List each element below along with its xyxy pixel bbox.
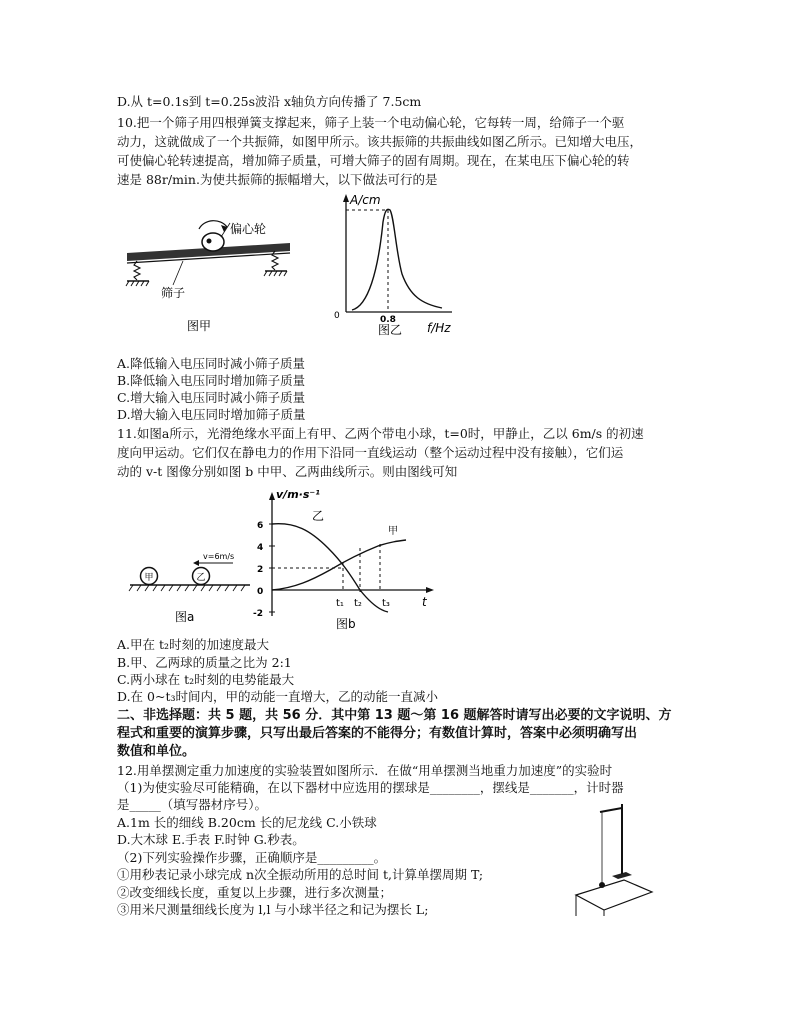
q12-line-9: ③用米尺测量细线长度为 l,l 与小球半径之和记为摆长 L; bbox=[117, 902, 429, 917]
balls-diagram bbox=[125, 545, 255, 630]
velocity-label: v=6m/s bbox=[203, 552, 235, 561]
section2-line-2: 程式和重要的演算步骤，只写出最后答案的不能得分；有数值计算时，答案中必须明确写出 bbox=[117, 726, 638, 741]
figure-vt-graph bbox=[250, 488, 450, 633]
figure-b-caption: 图乙 bbox=[378, 323, 403, 337]
q10-stem-line-1: 10.把一个筛子用四根弹簧支撑起来，筛子上装一个电动偏心轮，它每转一周，给筛子一个驱 bbox=[117, 115, 625, 130]
vt-ytick-4: 4 bbox=[257, 543, 264, 553]
vt-xtick-t3: t₃ bbox=[382, 598, 390, 609]
section2-line-1: 二、非选择题：共 5 题，共 56 分．其中第 13 题～第 16 题解答时请写出必要的文字说明、方 bbox=[117, 708, 672, 723]
q11-option-b: B.甲、乙两球的质量之比为 2:1 bbox=[117, 655, 292, 670]
ball-yi-label: 乙 bbox=[196, 573, 206, 583]
peak-tick-label: 0.8 bbox=[380, 315, 396, 325]
q12-line-6: （2)下列实验操作步骤，正确顺序是_________。 bbox=[117, 850, 387, 865]
q12-line-2: （1)为使实验尽可能精确，在以下器材中应选用的摆球是________，摆线是_______，计时器 bbox=[117, 780, 624, 795]
vt-x-axis-label: t bbox=[422, 595, 427, 609]
vt-ytick-6: 6 bbox=[257, 521, 264, 531]
vt-ytick-0: 0 bbox=[257, 587, 264, 597]
q10-option-d: D.增大输入电压同时增加筛子质量 bbox=[117, 407, 306, 422]
q11-option-c: C.两小球在 t₂时刻的电势能最大 bbox=[117, 672, 295, 687]
q12-line-7: ①用秒表记录小球完成 n次全振动所用的总时间 t,计算单摆周期 T; bbox=[117, 867, 484, 882]
eccentric-wheel-icon bbox=[202, 233, 224, 251]
table-surface bbox=[576, 880, 652, 910]
sieve-diagram bbox=[125, 205, 300, 340]
q10-option-b: B.降低输入电压同时增加筛子质量 bbox=[117, 373, 306, 388]
q11-option-d: D.在 0~t₃时间内，甲的动能一直增大，乙的动能一直减小 bbox=[117, 689, 438, 704]
sieve-label: 筛子 bbox=[161, 286, 186, 300]
wheel-label: 偏心轮 bbox=[230, 222, 267, 236]
figure-b-caption-q11: 图b bbox=[336, 617, 356, 631]
clamp-arm bbox=[600, 808, 622, 812]
vt-xtick-t2: t₂ bbox=[354, 598, 362, 609]
vt-ytick-2: 2 bbox=[257, 565, 264, 575]
figure-two-balls bbox=[125, 545, 255, 630]
q12-line-5: D.大木球 E.手表 F.时钟 G.秒表。 bbox=[117, 832, 305, 847]
vt-chart bbox=[250, 488, 450, 633]
figure-pendulum bbox=[574, 800, 654, 918]
q11-stem-line-2: 度向甲运动。它们仅在静电力的作用下沿同一直线运动（整个运动过程中没有接触），它们运 bbox=[117, 445, 624, 460]
pendulum-apparatus bbox=[574, 800, 654, 918]
q12-line-8: ②改变细线长度，重复以上步骤，进行多次测量； bbox=[117, 885, 393, 900]
vt-curve-yi bbox=[272, 524, 388, 612]
q10-stem-line-4: 速是 88r/min.为使共振筛的振幅增大，以下做法可行的是 bbox=[117, 172, 438, 187]
vt-curve-jia-label: 甲 bbox=[388, 526, 398, 537]
vt-ytick-neg2: -2 bbox=[253, 609, 263, 619]
q9-option-d: D.从 t=0.1s到 t=0.25s波沿 x轴负方向传播了 7.5cm bbox=[117, 94, 422, 109]
velocity-arrow-icon bbox=[193, 560, 199, 566]
q10-option-a: A.降低输入电压同时减小筛子质量 bbox=[117, 356, 306, 371]
section2-line-3: 数值和单位。 bbox=[117, 744, 196, 759]
q10-stem-line-2: 动力，这就做成了一个共振筛，如图甲所示。该共振筛的共振曲线如图乙所示。已知增大电压， bbox=[117, 134, 643, 149]
figure-sieve bbox=[125, 205, 300, 340]
q12-line-3: 是_____（填写器材序号）。 bbox=[117, 797, 268, 812]
q11-stem-line-3: 动的 v-t 图像分别如图 b 中甲、乙两曲线所示。则由图线可知 bbox=[117, 464, 458, 479]
vt-y-axis-label: v/m·s⁻¹ bbox=[276, 488, 320, 501]
q12-line-4: A.1m 长的细线 B.20cm 长的尼龙线 C.小铁球 bbox=[117, 815, 377, 830]
origin-label: 0 bbox=[334, 311, 340, 321]
q11-stem-line-1: 11.如图a所示，光滑绝缘水平面上有甲、乙两个带电小球，t=0时，甲静止，乙以 6m/s 的初速 bbox=[117, 426, 644, 441]
pendulum-bob-icon bbox=[599, 882, 605, 888]
figure-resonance-curve bbox=[330, 192, 470, 342]
q10-stem-line-3: 可使偏心轮转速提高，增加筛子质量，可增大筛子的固有周期。现在，在某电压下偏心轮的转 bbox=[117, 153, 630, 168]
vt-curve-yi-label: 乙 bbox=[312, 509, 325, 523]
q11-option-a: A.甲在 t₂时刻的加速度最大 bbox=[117, 637, 270, 652]
vt-xtick-t1: t₁ bbox=[336, 598, 344, 609]
resonance-curve bbox=[352, 209, 442, 310]
y-axis-label: A/cm bbox=[350, 193, 381, 207]
figure-a-caption: 图甲 bbox=[187, 319, 212, 333]
ball-jia-label: 甲 bbox=[144, 573, 154, 583]
x-axis-label: f/Hz bbox=[427, 321, 451, 335]
figure-a-caption-q11: 图a bbox=[175, 610, 195, 624]
vt-curve-jia bbox=[272, 540, 406, 590]
q12-line-1: 12.用单摆测定重力加速度的实验装置如图所示．在做“用单摆测当地重力加速度”的实验时 bbox=[117, 763, 613, 778]
q10-option-c: C.增大输入电压同时减小筛子质量 bbox=[117, 390, 306, 405]
resonance-chart bbox=[330, 192, 470, 342]
